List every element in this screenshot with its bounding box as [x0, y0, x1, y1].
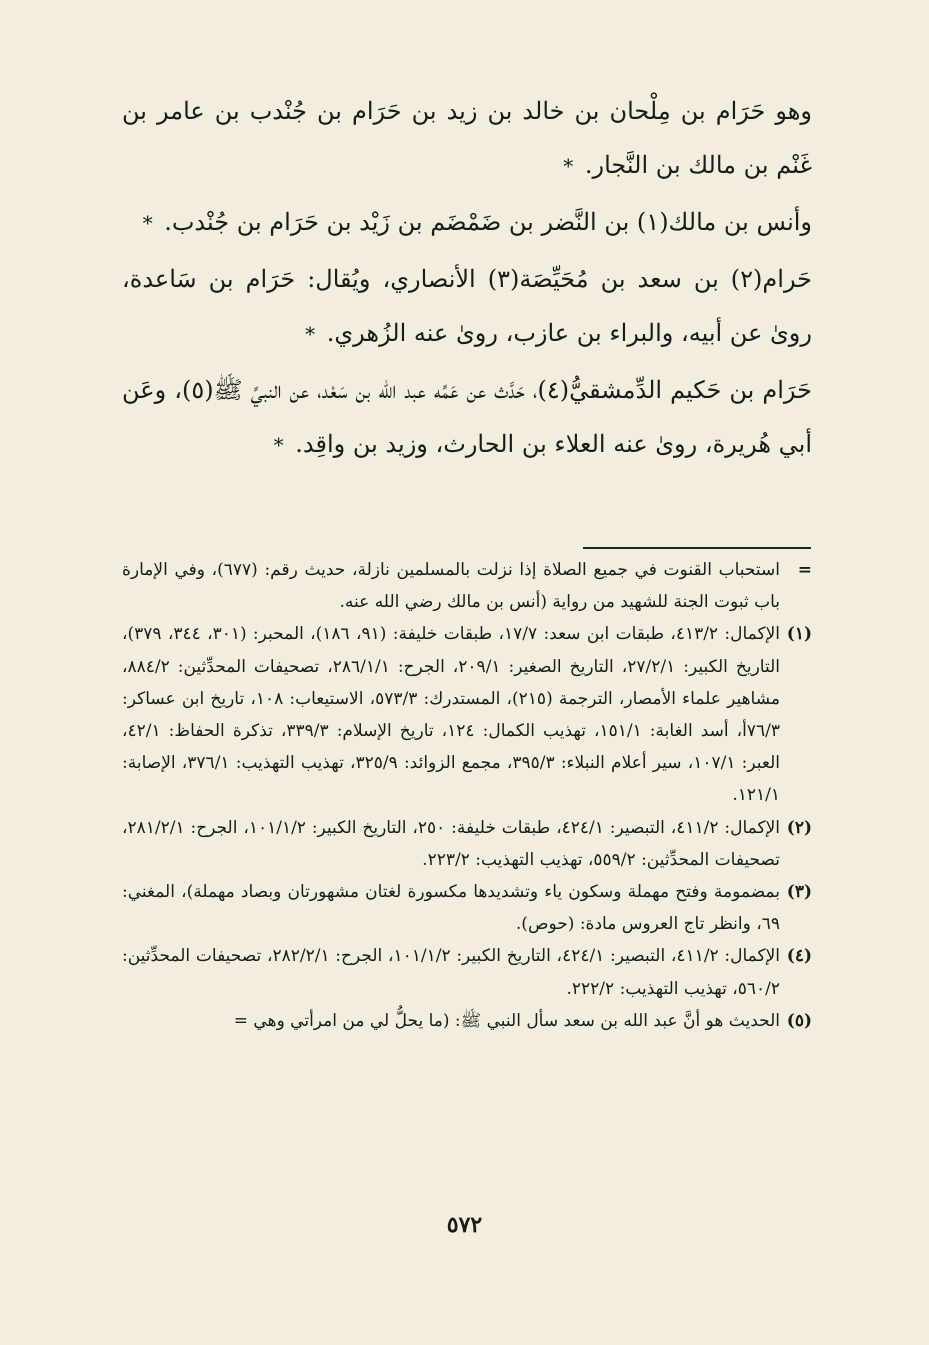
entry-haram-ibn-saad	[122, 252, 812, 361]
footnotes	[122, 554, 812, 1037]
page-number: ٥٧٢	[446, 1212, 483, 1238]
entry-haram-ibn-milhan	[122, 84, 812, 193]
footnote-text: الإكمال: ٤١١/٢، التبصير: ٤٢٤/١، طبقات خليفة: ٢٥٠، التاريخ الكبير: ١٠١/١/٢، الجرح: ٢٨١/٢/١، تصحيفات المحدِّثين: ٥٥٩/٢، تهذيب التهذيب: ٢٢٣/٢.	[122, 817, 780, 870]
entry-end-mark: *	[305, 322, 316, 346]
footnote-number: (٢)	[786, 817, 812, 838]
footnote-number: (٥)	[786, 1010, 812, 1031]
footnote-3	[122, 876, 812, 940]
footnote-number: (٤)	[786, 946, 812, 967]
footnote-number: =	[797, 560, 812, 580]
entry-end-mark: *	[563, 154, 574, 178]
footnote-text: الحديث هو أنَّ عبد الله بن سعد سأل النبي ﷺ: (ما يحلُّ لي من امرأتي وهي =	[233, 1010, 780, 1031]
entry-text: حَرَام بن حَكيم الدِّمشقيُّ(٤)، حَدَّث عن عَمِّه عبد الله بن سَعْد، عن النبيِّ ﷺ(٥)، وعَن أبي هُريرة، روىٰ عنه العلاء بن الحارث، وزيد بن واقِد.	[122, 376, 812, 458]
entry-end-mark: *	[142, 211, 153, 235]
entry-text: وأنس بن مالك(١) بن النَّضر بن ضَمْضَم بن زَيْد بن حَرَام بن جُنْدب.	[164, 208, 812, 236]
footnote-5	[122, 1005, 812, 1037]
footnote-2	[122, 812, 812, 876]
footnote-continuation	[122, 554, 812, 618]
footnote-separator	[583, 547, 811, 549]
footnote-number: (١)	[786, 624, 812, 645]
footnote-text: استحباب القنوت في جميع الصلاة إذا نزلت بالمسلمين نازلة، حديث رقم: (٦٧٧)، وفي الإمارة باب ثبوت الجنة للشهيد من رواية (أنس بن مالك رضي الله عنه.	[122, 560, 780, 613]
footnote-text: بمضمومة وفتح مهملة وسكون ياء وتشديدها مكسورة لغتان مشهورتان وبصاد مهملة)، المغني: ٦٩، وانظر تاج العروس مادة: (حوص).	[122, 882, 780, 935]
entry-haram-ibn-hakim	[122, 363, 812, 472]
footnote-number: (٣)	[786, 882, 812, 903]
entry-text: حَرام(٢) بن سعد بن مُحَيِّصَة(٣) الأنصاري، ويُقال: حَرَام بن سَاعدة، روىٰ عن أبيه، والبراء بن عازب، روىٰ عنه الزُهري.	[122, 265, 813, 347]
footnote-4	[122, 940, 812, 1004]
footnote-1	[122, 618, 812, 811]
footnote-text: الإكمال: ٤١١/٢، التبصير: ٤٢٤/١، التاريخ الكبير: ١٠١/١/٢، الجرح: ٢٨٢/٢/١، تصحيفات المحدِّثين: ٥٦٠/٢، تهذيب التهذيب: ٢٢٢/٢.	[122, 946, 781, 999]
footnote-text: الإكمال: ٤١٣/٢، طبقات ابن سعد: ١٧/٧، طبقات خليفة: (٩١، ١٨٦)، المحبر: (٣٠١، ٣٤٤، ٣٧٩)، التاريخ الكبير: ٢٧/٢/١، التاريخ الصغير: ٢٠٩/١، الجرح: ٢٨٦/١/١، تصحيفات المحدِّثين: ٨٨٤/٢، مشاهير علماء الأمصار، الترجمة (٢١٥)، المستدرك: ٥٧٣/٣، الاستيعاب: ١٠٨، تاريخ ابن عساكر: ٧٦/٣أ، أسد الغابة: ١٥١/١، تهذيب الكمال: ١٢٤، تاريخ الإسلام: ٣٣٩/٣، تذكرة الحفاظ: ٤٢/١، العبر: ١٠٧/١، سير أعلام النبلاء: ٣٩٥/٣، مجمع الزوائد: ٣٢٥/٩، تهذيب التهذيب: ٣٧٦/١، الإصابة: ١٢١/١.	[122, 624, 781, 806]
entry-end-mark: *	[273, 433, 284, 457]
entry-text: وهو حَرَام بن مِلْحان بن خالد بن زيد بن حَرَام بن جُنْدب بن عامر بن غَنْم بن مالك بن النَّجار.	[122, 97, 812, 179]
entry-anas-ibn-malik	[122, 195, 812, 250]
main-text	[122, 84, 812, 472]
